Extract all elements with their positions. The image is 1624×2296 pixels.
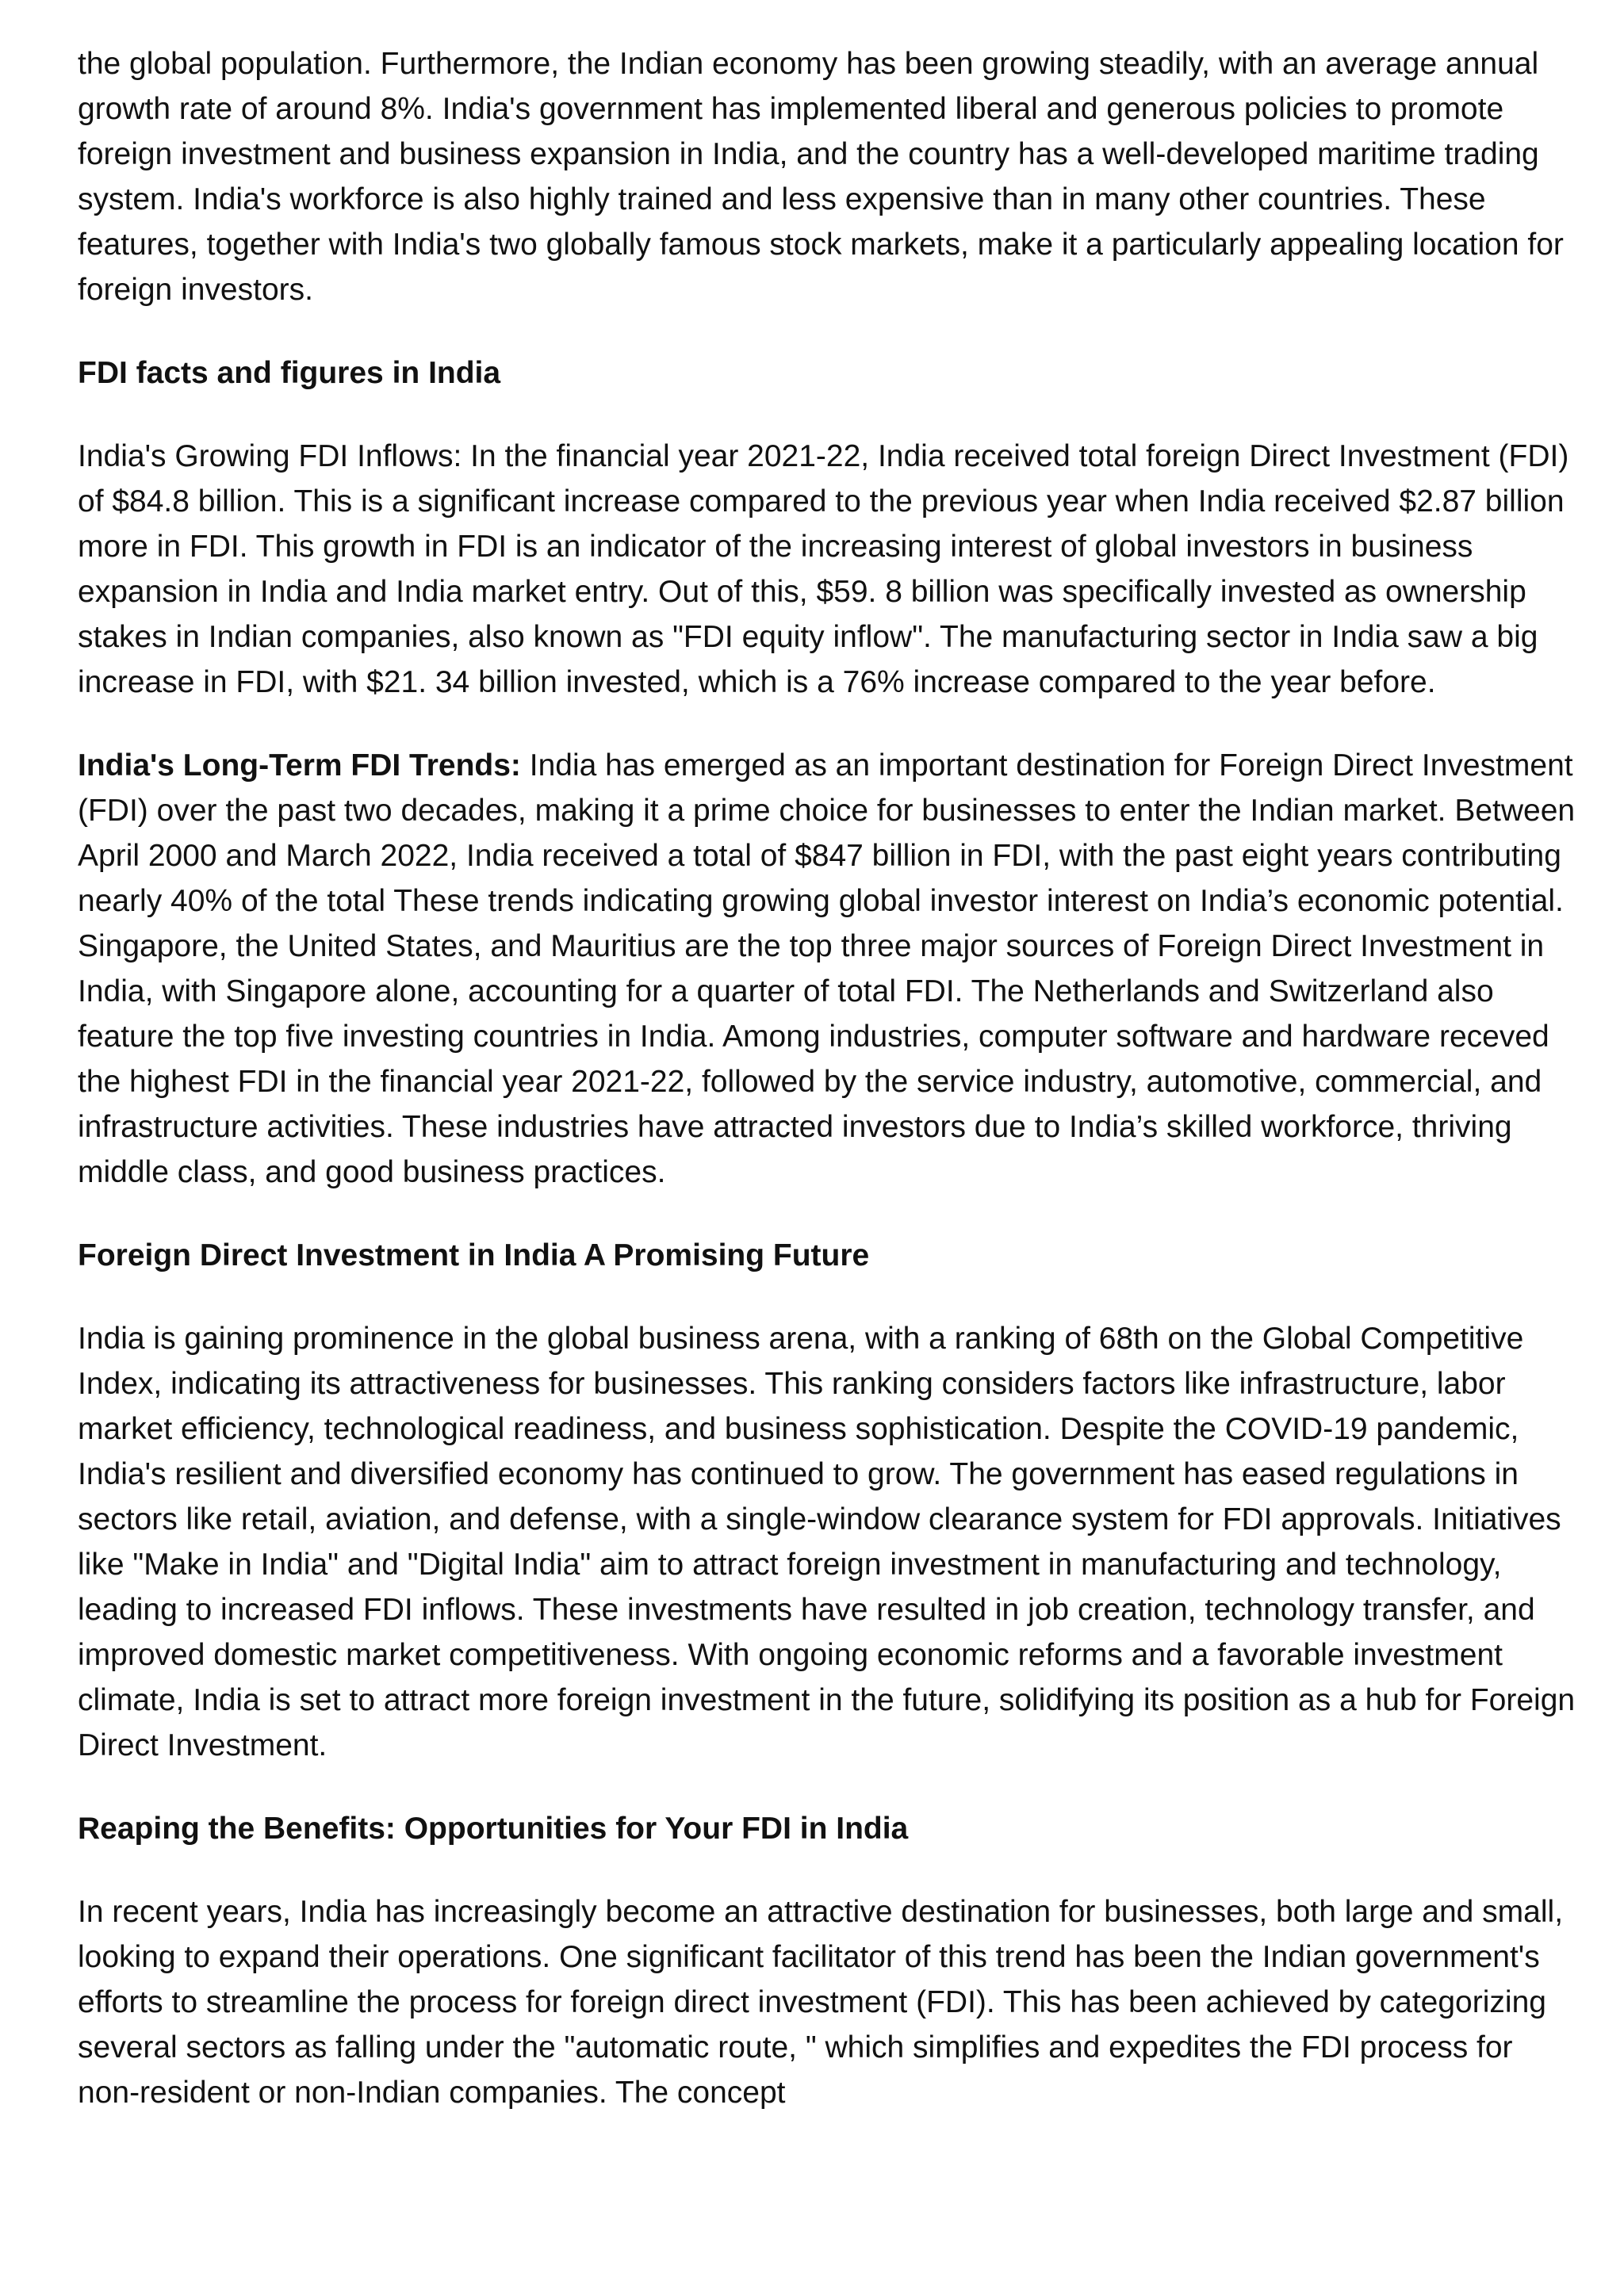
- section-heading-reaping-benefits: Reaping the Benefits: Opportunities for Your FDI in India: [78, 1812, 909, 1846]
- document-page: [78, 41, 1576, 2153]
- promising-future-paragraph: India is gaining prominence in the global business arena, with a ranking of 68th on the Global Competitive Index, indicating its attractiveness for businesses. This ranking considers factors like infrastructure, labor market efficiency, technological readiness, and business sophistication. Despite the COVID-19 pandemic, India's resilient and diversified economy has continued to grow. The government has eased regulations in sectors like retail, aviation, and defense, with a single-window clearance system for FDI approvals. Initiatives like "Make in India" and "Digital India" aim to attract foreign investment in manufacturing and technology, leading to increased FDI inflows. These investments have resulted in job creation, technology transfer, and improved domestic market competitiveness. With ongoing economic reforms and a favorable investment climate, India is set to attract more foreign investment in the future, solidifying its position as a hub for Foreign Direct Investment.: [78, 1322, 1576, 1762]
- section-heading-fdi-facts: FDI facts and figures in India: [78, 356, 501, 390]
- long-term-trends-paragraph: [78, 743, 1576, 1195]
- reaping-benefits-paragraph: In recent years, India has increasingly become an attractive destination for businesses, both large and small, looking to expand their operations. One significant facilitator of this trend has been the Indian government's efforts to streamline the process for foreign direct investment (FDI). This has been achieved by categorizing several sectors as falling under the "automatic route, " which simplifies and expedites the FDI process for non-resident or non-Indian companies. The concept: [78, 1895, 1564, 2110]
- fdi-inflows-paragraph: India's Growing FDI Inflows: In the financial year 2021-22, India received total foreign Direct Investment (FDI) of $84.8 billion. This is a significant increase compared to the previous year when India received $2.87 billion more in FDI. This growth in FDI is an indicator of the increasing interest of global investors in business expansion in India and India market entry. Out of this, $59. 8 billion was specifically invested as ownership stakes in Indian companies, also known as "FDI equity inflow". The manufacturing sector in India saw a big increase in FDI, with $21. 34 billion invested, which is a 76% increase compared to the year before.: [78, 439, 1569, 699]
- section-heading-promising-future: Foreign Direct Investment in India A Promising Future: [78, 1238, 870, 1272]
- long-term-trends-body: India has emerged as an important destination for Foreign Direct Investment (FDI) over the past two decades, making it a prime choice for businesses to enter the Indian market. Between April 2000 and March 2022, India received a total of $847 billion in FDI, with the past eight years contributing nearly 40% of the total These trends indicating growing global investor interest on India’s economic potential. Singapore, the United States, and Mauritius are the top three major sources of Foreign Direct Investment in India, with Singapore alone, accounting for a quarter of total FDI. The Netherlands and Switzerland also feature the top five investing countries in India. Among industries, computer software and hardware receved the highest FDI in the financial year 2021-22, followed by the service industry, automotive, commercial, and infrastructure activities. These industries have attracted investors due to India’s skilled workforce, thriving middle class, and good business practices.: [78, 748, 1576, 1189]
- long-term-trends-lead: India's Long-Term FDI Trends:: [78, 748, 521, 783]
- intro-paragraph: the global population. Furthermore, the Indian economy has been growing steadily, with an average annual growth rate of around 8%. India's government has implemented liberal and generous policies to promote foreign investment and business expansion in India, and the country has a well-developed maritime trading system. India's workforce is also highly trained and less expensive than in many other countries. These features, together with India's two globally famous stock markets, make it a particularly appealing location for foreign investors.: [78, 47, 1564, 307]
